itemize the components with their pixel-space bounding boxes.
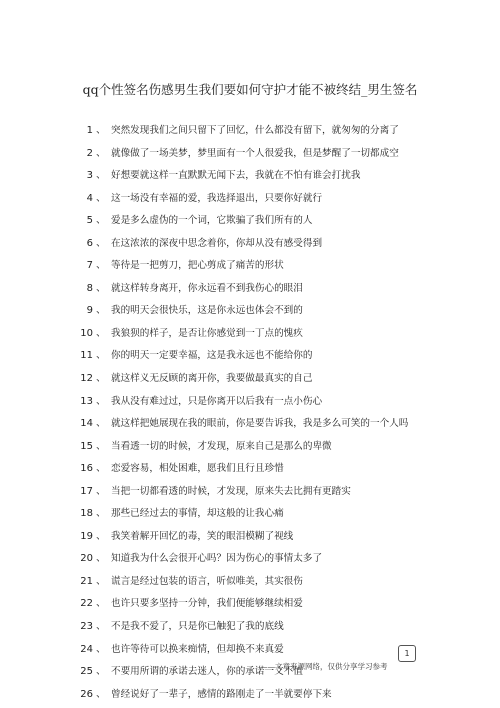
item-text: 那些已经过去的事情，却这般的让我心痛 — [111, 508, 284, 520]
list-item — [80, 684, 480, 707]
signature-list — [80, 120, 480, 706]
list-item — [80, 458, 480, 481]
item-text: 这一场没有幸福的爱，我选择退出，只要你好就行 — [111, 192, 323, 204]
item-separator: 、 — [96, 192, 106, 204]
list-item — [80, 503, 480, 526]
item-text: 不是我不爱了，只是你已触犯了我的底线 — [111, 621, 284, 633]
item-text: 我笑着解开回忆的毒，笑的眼泪模糊了视线 — [111, 530, 294, 542]
item-text: 当把一切都看透的时候，才发现，原来失去比拥有更踏实 — [111, 485, 351, 497]
item-text: 我从没有难过过，只是你离开以后我有一点小伤心 — [111, 395, 323, 407]
item-text: 谎言是经过包装的语言，听似唯美，其实很伤 — [111, 575, 303, 587]
list-item — [80, 120, 480, 143]
item-separator: 、 — [96, 373, 106, 385]
item-number: 3 — [86, 170, 93, 182]
page-number: 1 — [398, 645, 416, 662]
list-item — [80, 233, 480, 256]
item-text: 好想要就这样一直默默无闻下去，我就在不怕有谁会打扰我 — [111, 170, 361, 182]
item-text: 当看透一切的时候，才发现，原来自己是那么的卑微 — [111, 440, 332, 452]
item-number: 26 — [80, 688, 93, 700]
item-separator: 、 — [96, 350, 106, 362]
item-number: 14 — [80, 418, 93, 430]
item-separator: 、 — [96, 575, 106, 587]
item-separator: 、 — [96, 305, 106, 317]
item-separator: 、 — [96, 666, 106, 678]
list-item — [80, 593, 480, 616]
item-text: 突然发现我们之间只留下了回忆，什么都没有留下，就匆匆的分离了 — [111, 125, 399, 136]
item-separator: 、 — [96, 621, 106, 633]
item-number: 23 — [80, 621, 93, 633]
document-title: qq个性签名伤感男生我们要如何守护才能不被终结_男生签名 — [82, 82, 418, 97]
item-separator: 、 — [96, 170, 106, 182]
item-number: 15 — [80, 440, 93, 452]
item-separator: 、 — [96, 688, 106, 700]
item-text: 不要用所谓的承诺去迷人，你的承诺一文不值 — [111, 666, 303, 678]
list-item — [80, 278, 480, 301]
item-separator: 、 — [96, 125, 106, 136]
item-separator: 、 — [96, 260, 106, 272]
item-text: 我的明天会很快乐，这是你永远也体会不到的 — [111, 305, 303, 317]
item-text: 就像做了一场美梦，梦里面有一个人很爱我，但是梦醒了一切都成空 — [111, 147, 399, 159]
item-number: 6 — [86, 237, 93, 249]
item-text: 等待是一把剪刀，把心剪成了痛苦的形状 — [111, 260, 284, 272]
item-number: 5 — [86, 215, 93, 227]
item-number: 18 — [80, 508, 93, 520]
item-separator: 、 — [96, 147, 106, 159]
item-separator: 、 — [96, 553, 106, 565]
item-number: 7 — [86, 260, 93, 272]
item-number: 16 — [80, 463, 93, 475]
item-number: 9 — [86, 305, 93, 317]
item-text: 我狼狈的样子，是否让你感觉到一丁点的愧疚 — [111, 327, 303, 339]
item-separator: 、 — [96, 485, 106, 497]
item-separator: 、 — [96, 530, 106, 542]
item-number: 13 — [80, 395, 93, 407]
list-item — [80, 165, 480, 188]
item-number: 2 — [86, 147, 93, 159]
item-text: 就这样义无反顾的离开你，我要做最真实的自己 — [111, 373, 313, 385]
list-item — [80, 548, 480, 571]
item-text: 你的明天一定要幸福，这是我永远也不能给你的 — [111, 350, 313, 362]
item-separator: 、 — [96, 598, 106, 610]
item-text: 就这样把她展现在我的眼前，你是要告诉我，我是多么可笑的一个人吗 — [111, 418, 409, 430]
item-text: 爱是多么虚伪的一个词，它欺骗了我们所有的人 — [111, 215, 313, 227]
item-text: 就这样转身离开，你永远看不到我伤心的眼泪 — [111, 282, 303, 294]
item-separator: 、 — [96, 282, 106, 294]
item-text: 也许等待可以换来痴情，但却换不来真爱 — [111, 643, 284, 655]
item-number: 19 — [80, 530, 93, 542]
list-item — [80, 210, 480, 233]
list-item — [80, 323, 480, 346]
item-separator: 、 — [96, 395, 106, 407]
item-separator: 、 — [96, 440, 106, 452]
list-item — [80, 188, 480, 211]
item-separator: 、 — [96, 237, 106, 249]
list-item — [80, 300, 480, 323]
item-separator: 、 — [96, 215, 106, 227]
item-number: 17 — [80, 485, 93, 497]
item-number: 4 — [86, 192, 93, 204]
item-text: 曾经说好了一辈子，感情的路刚走了一半就要停下来 — [111, 688, 332, 700]
list-item — [80, 391, 480, 414]
item-number: 12 — [80, 373, 93, 385]
item-separator: 、 — [96, 508, 106, 520]
list-item — [80, 481, 480, 504]
list-item — [80, 413, 480, 436]
item-text: 知道我为什么会很开心吗？因为伤心的事情太多了 — [111, 553, 323, 565]
list-item — [80, 143, 480, 166]
item-text: 也许只要多坚持一分钟，我们便能够继续相爱 — [111, 598, 303, 610]
list-item — [80, 571, 480, 594]
list-item — [80, 345, 480, 368]
item-number: 8 — [86, 282, 93, 294]
list-item — [80, 616, 480, 639]
item-separator: 、 — [96, 643, 106, 655]
item-text: 恋爱容易，相处困难，愿我们且行且珍惜 — [111, 463, 284, 475]
item-number: 25 — [80, 666, 93, 678]
list-item — [80, 368, 480, 391]
item-number: 22 — [80, 598, 93, 610]
item-separator: 、 — [96, 463, 106, 475]
list-item — [80, 255, 480, 278]
item-number: 20 — [80, 553, 93, 565]
list-item — [80, 526, 480, 549]
item-separator: 、 — [96, 418, 106, 430]
list-item — [80, 639, 480, 662]
item-separator: 、 — [96, 327, 106, 339]
item-number: 1 — [86, 125, 93, 136]
item-number: 21 — [80, 575, 93, 587]
item-number: 11 — [80, 350, 93, 362]
list-item — [80, 436, 480, 459]
item-number: 24 — [80, 643, 93, 655]
footer-note: ——文章来源网络，仅供分享学习参考 — [260, 662, 388, 671]
item-number: 10 — [80, 327, 93, 339]
item-text: 在这浓浓的深夜中思念着你，你却从没有感受得到 — [111, 237, 323, 249]
